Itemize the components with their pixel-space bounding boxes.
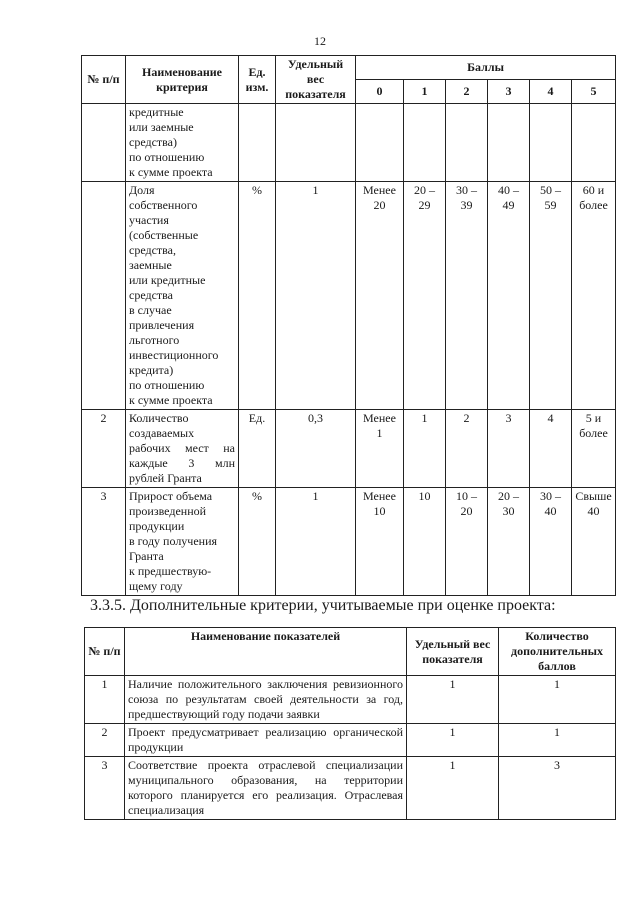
row-name: Проект предусматривает реализацию органической продукции — [125, 724, 407, 757]
row-score: Свыше 40 — [572, 488, 616, 596]
section-heading: 3.3.5. Дополнительные критерии, учитываемые при оценке проекта: — [90, 597, 556, 614]
row-name: Прирост объема произведенной продукции в году получения Гранта к предшествую-щему году — [126, 488, 239, 596]
additional-criteria-table — [84, 627, 616, 820]
row-extra: 3 — [499, 757, 616, 820]
score-col: 5 — [572, 80, 616, 104]
row-num: 3 — [82, 488, 126, 596]
row-score — [488, 104, 530, 182]
row-unit — [239, 104, 276, 182]
table-row — [82, 104, 616, 182]
row-weight: 1 — [407, 724, 499, 757]
score-col: 4 — [530, 80, 572, 104]
row-name: Наличие положительного заключения ревизионного союза по результатам своей деятельности за год, предшествующий году подачи заявки — [125, 676, 407, 724]
header-row — [82, 56, 616, 80]
row-unit: % — [239, 182, 276, 410]
row-weight: 1 — [407, 676, 499, 724]
row-score: 3 — [488, 410, 530, 488]
row-score — [404, 104, 446, 182]
row-num — [82, 104, 126, 182]
table-row — [85, 676, 616, 724]
row-unit: % — [239, 488, 276, 596]
score-col: 3 — [488, 80, 530, 104]
row-num — [82, 182, 126, 410]
row-score: Менее 1 — [356, 410, 404, 488]
table-row — [82, 488, 616, 596]
header-row — [85, 628, 616, 676]
row-weight — [276, 104, 356, 182]
criteria-table — [81, 55, 616, 596]
table-row — [82, 410, 616, 488]
header-unit: Ед. изм. — [239, 56, 276, 104]
row-score: 20 – 30 — [488, 488, 530, 596]
row-extra: 1 — [499, 724, 616, 757]
header-extra: Количество дополнительных баллов — [499, 628, 616, 676]
row-name: Доля собственного участия (собственные средства, заемные или кредитные средства в случае привлечения льготного инвестиционного кредита) по отношению к сумме проекта — [126, 182, 239, 410]
row-score: Менее 20 — [356, 182, 404, 410]
header-weight: Удельный вес показателя — [276, 56, 356, 104]
row-score: 60 и более — [572, 182, 616, 410]
header-name: Наименование показателей — [125, 628, 407, 676]
table-row — [85, 724, 616, 757]
score-col: 1 — [404, 80, 446, 104]
row-score — [572, 104, 616, 182]
table-row — [82, 182, 616, 410]
header-name: Наименование критерия — [126, 56, 239, 104]
row-score — [446, 104, 488, 182]
header-scores: Баллы — [356, 56, 616, 80]
header-num: № п/п — [82, 56, 126, 104]
header-num: № п/п — [85, 628, 125, 676]
row-score: 5 и более — [572, 410, 616, 488]
header-weight: Удельный вес показателя — [407, 628, 499, 676]
row-score: 50 – 59 — [530, 182, 572, 410]
row-num: 2 — [85, 724, 125, 757]
row-score: 30 – 39 — [446, 182, 488, 410]
row-weight: 0,3 — [276, 410, 356, 488]
row-score: 10 – 20 — [446, 488, 488, 596]
row-score: 30 – 40 — [530, 488, 572, 596]
row-score: 40 – 49 — [488, 182, 530, 410]
row-num: 1 — [85, 676, 125, 724]
row-weight: 1 — [276, 182, 356, 410]
row-score: 1 — [404, 410, 446, 488]
row-score: 2 — [446, 410, 488, 488]
row-score — [356, 104, 404, 182]
row-name: Количество создаваемых рабочих мест на каждые 3 млн рублей Гранта — [126, 410, 239, 488]
row-weight: 1 — [407, 757, 499, 820]
row-weight: 1 — [276, 488, 356, 596]
row-name: Соответствие проекта отраслевой специализации муниципального образования, на территории которого планируется его реализация. Отраслевая специализация — [125, 757, 407, 820]
row-extra: 1 — [499, 676, 616, 724]
row-score: 20 – 29 — [404, 182, 446, 410]
row-score — [530, 104, 572, 182]
row-num: 3 — [85, 757, 125, 820]
row-name: кредитные или заемные средства) по отношению к сумме проекта — [126, 104, 239, 182]
row-score: 10 — [404, 488, 446, 596]
row-score: Менее 10 — [356, 488, 404, 596]
page-number: 12 — [314, 34, 326, 48]
score-col: 2 — [446, 80, 488, 104]
table-row — [85, 757, 616, 820]
row-score: 4 — [530, 410, 572, 488]
row-num: 2 — [82, 410, 126, 488]
score-col: 0 — [356, 80, 404, 104]
row-unit: Ед. — [239, 410, 276, 488]
